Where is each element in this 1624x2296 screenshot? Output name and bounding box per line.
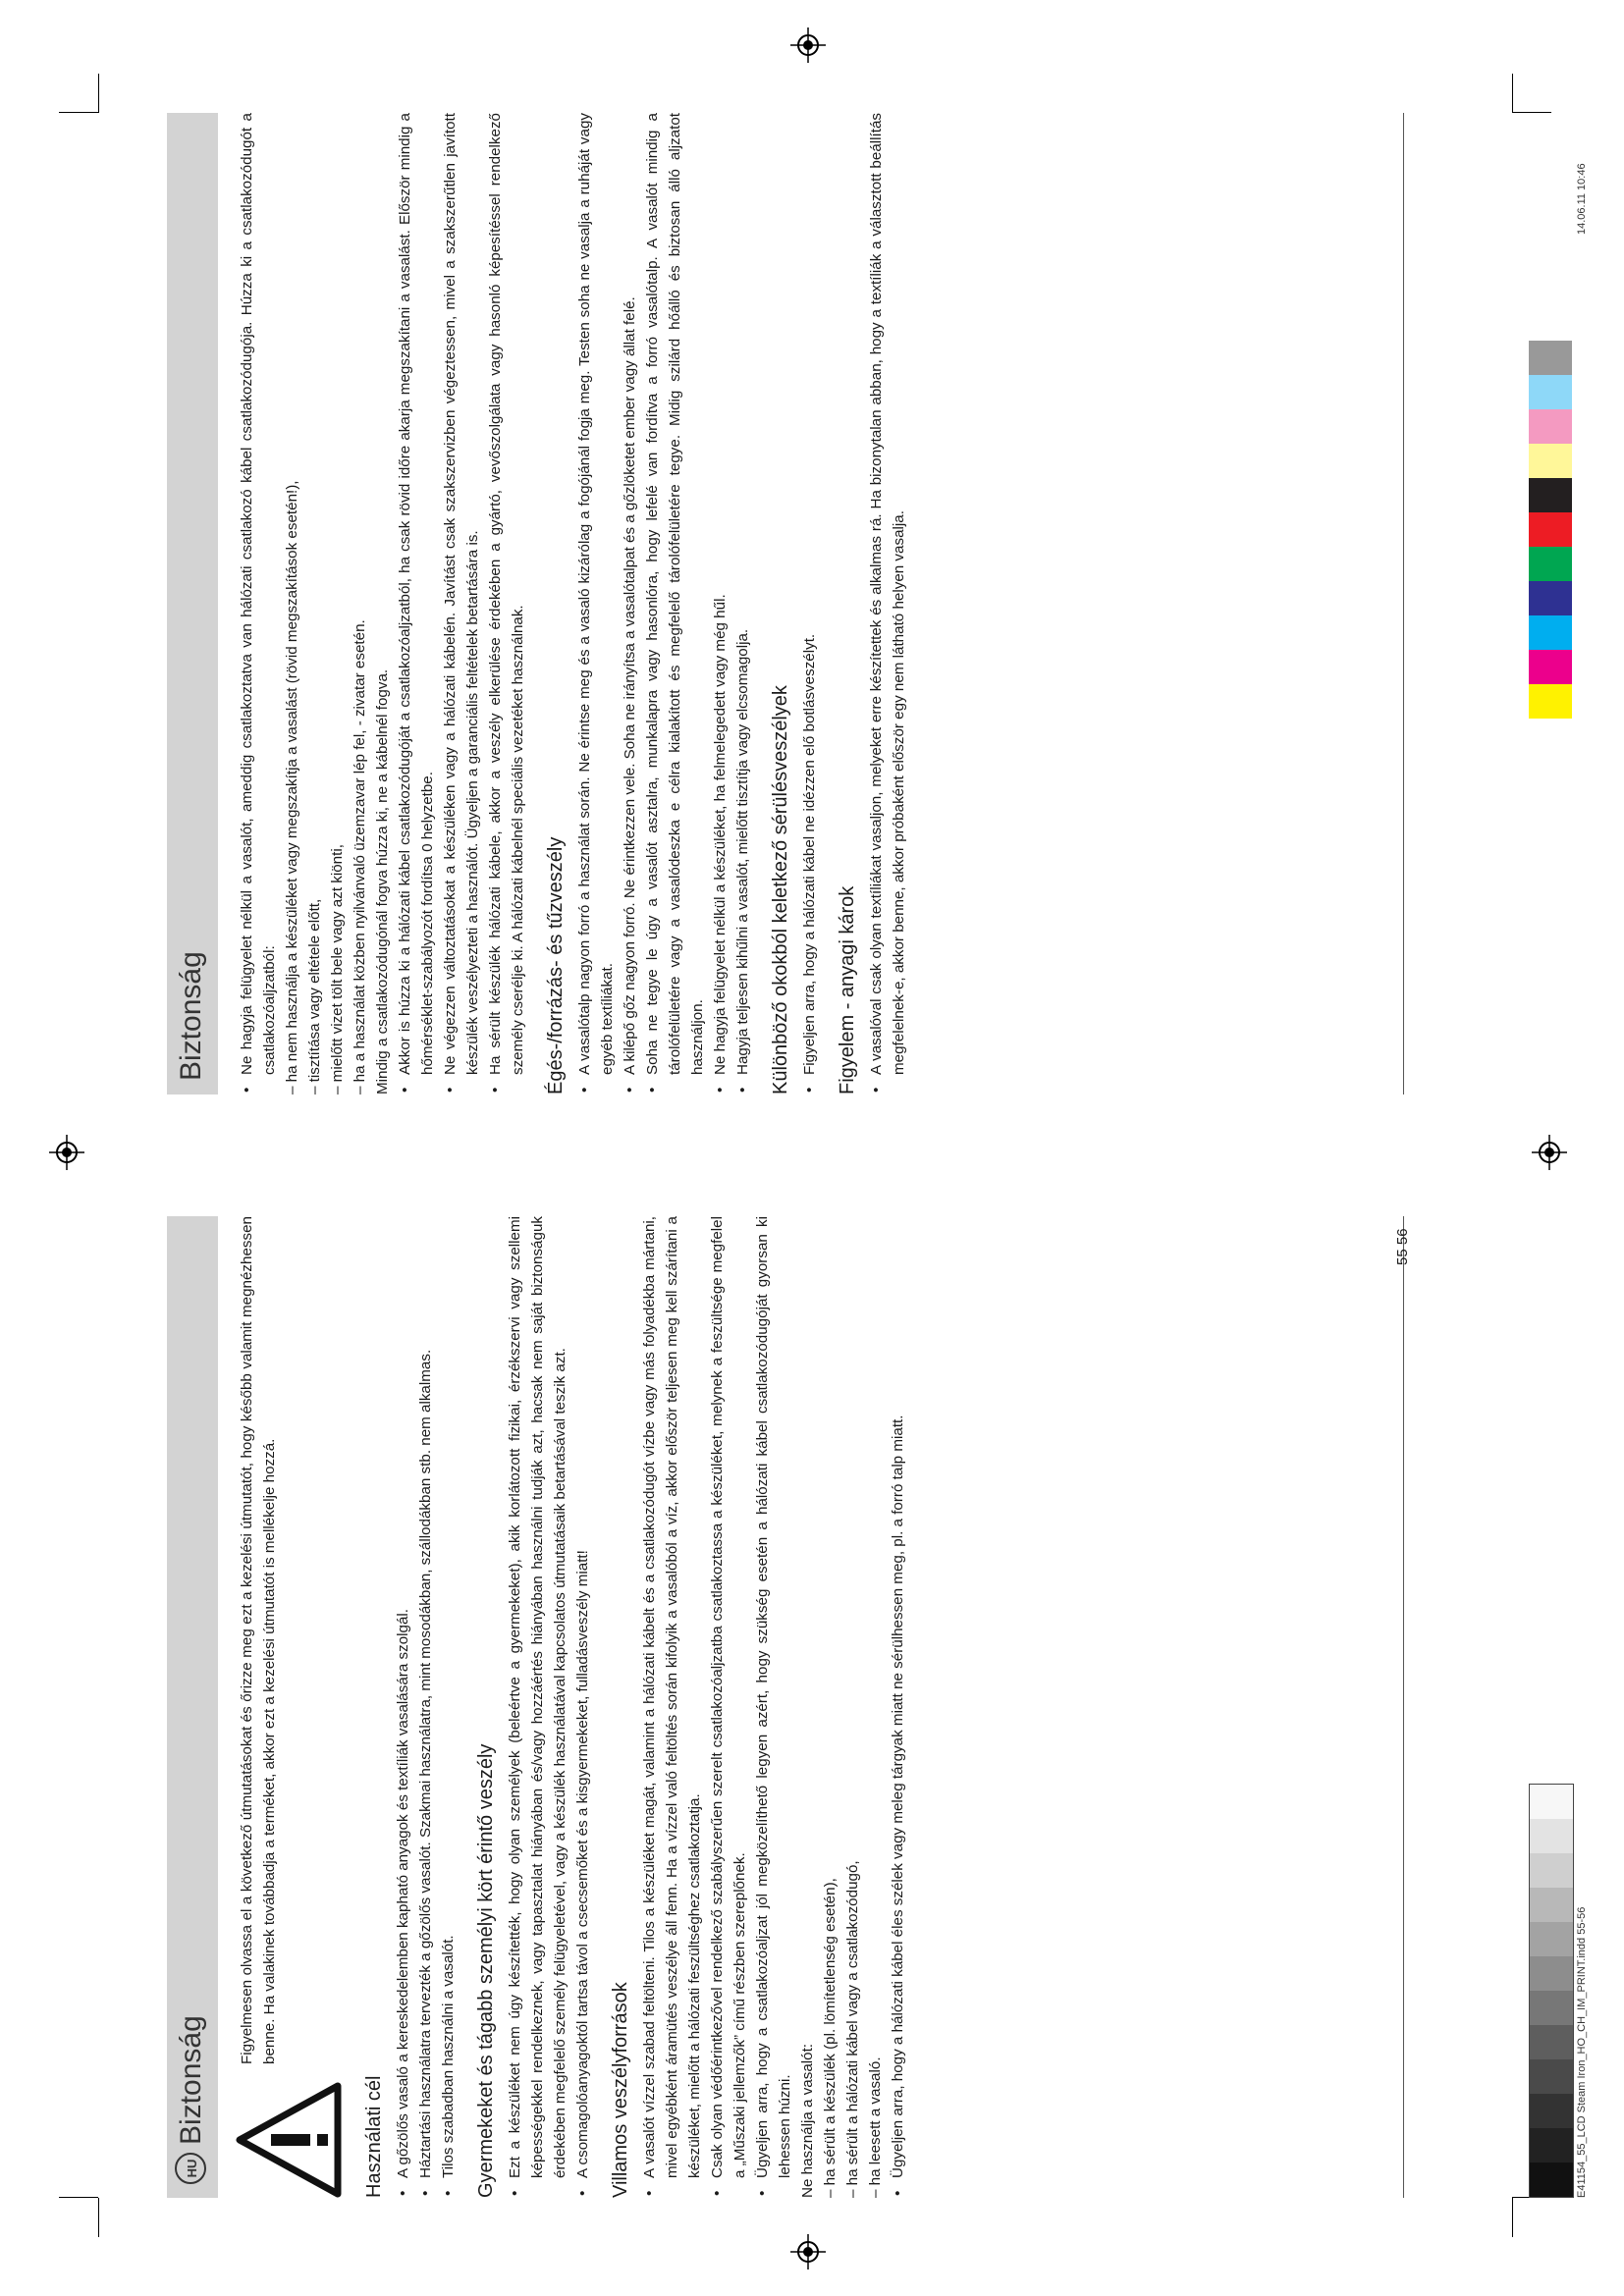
bullet-item: • Akkor is húzza ki a hálózati kábel csatlakozódugóját a csatlakozóaljzatból, ha csak rövid időre akarja megszakítani a vasalást. Először mindig a hőmérséklet-szabályozót fordítsa 0 helyzetbe. [394, 113, 439, 1095]
bullet-item: • A kilépő gőz nagyon forró. Ne érintkezzen vele. Soha ne irányítsa a vasalótalpat és a gőzlöketet ember vagy állat felé. [619, 113, 641, 1095]
grayscale-strip [1529, 1784, 1574, 2198]
section-list [798, 113, 821, 1095]
gray-swatch [1530, 1922, 1573, 1956]
color-swatch [1529, 650, 1572, 684]
gray-swatch [1530, 1991, 1573, 2025]
bullet-item: • A gőzölős vasaló a kereskedelemben kapható anyagok és textíliák vasalására szolgál. [392, 1216, 414, 2198]
registration-mark-icon [790, 2234, 826, 2269]
bullet-item: • A vasalóval csak olyan textíliákat vasaljon, melyeket erre készítettek és alkalmas rá. Ha bizonytalan abban, hogy a textíliák a választott beállítás megfelelnek-e, akkor benne, akkor próbaként először egy nem látható helyen vasalja. [865, 113, 910, 1095]
gray-swatch [1530, 1956, 1573, 1991]
color-swatch [1529, 547, 1572, 581]
bullet-item: • A vasalót vízzel szabad feltölteni. Tilos a készüléket magát, valamint a hálózati kábelt és a csatlakozódugót vízbe vagy más folyadékba mártani, mivel egyébként áramütés veszélye áll fenn. Ha a vízzel való feltöltés során kifolyik a vasalóból a víz, akkor először teljesen meg kell szárítani a készüléket, mielőtt a hálózati feszültséghez csatlakoztatja. [638, 1216, 706, 2198]
paragraph: Mindig a csatlakozódugónál fogva húzza ki, ne a kábelnél fogva. [374, 668, 391, 1095]
section-list [504, 1216, 594, 2198]
color-swatch [1529, 341, 1572, 375]
crop-mark [1512, 2198, 1513, 2237]
gray-swatch [1530, 1819, 1573, 1853]
gray-swatch [1530, 2128, 1573, 2163]
crop-mark [1512, 112, 1551, 113]
color-swatch [1529, 684, 1572, 719]
section-heading: Különböző okokból keletkező sérülésveszélyek [770, 685, 791, 1095]
section-heading: Figyelem - anyagi károk [837, 885, 858, 1095]
intro-block [236, 1216, 342, 2198]
bullet-item: • Háztartási használatra tervezték a gőzölős vasalót. Szakmai használatra, mint mosodákban, szállodákban stb. nem alkalmas. [414, 1216, 437, 2198]
page-title-text: Biztonság [175, 2015, 207, 2145]
header-band [167, 113, 218, 1095]
crop-mark [1512, 74, 1513, 113]
bullet-item: • Ne hagyja felügyelet nélkül a készüléket, ha felmelegedett vagy még hűl. [709, 113, 731, 1095]
registration-mark-icon [49, 1135, 84, 1170]
bullet-item: • Ne végezzen változtatásokat a készüléken vagy a hálózati kábelén. Javítást csak szakszervizben végeztessen, mivel a szakszerűtlen javított készülék veszélyezteti a használót. Ügyeljen a garanciális feltételek betartására is. [439, 113, 484, 1095]
crop-mark [59, 2197, 98, 2198]
gray-swatch [1530, 2025, 1573, 2059]
bullet-item: • Ezt a készüléket nem úgy készítették, hogy olyan személyek (beleértve a gyermekeket), akik korlátozott fizikai, érzékszervi vagy szellemi képességekkel rendelkeznek, vagy tapasztalat hiányában és/vagy hozzáértés hiányában használni tudják azt, hacsak nem saját biztonságuk érdekében megfelelő személy felügyeletével, vagy a készülék használatával kapcsolatos útmutatásaik betartásával teszik azt. [504, 1216, 571, 2198]
dash-item: – mielőtt vizet tölt bele vagy azt kiönti, [329, 844, 346, 1095]
page-content [236, 113, 1434, 1095]
language-badge: HU [175, 2153, 206, 2184]
section-list [236, 113, 529, 1095]
bullet-item: • A csomagolóanyagoktól tartsa távol a csecsemőket és a kisgyermekeket, fulladásveszély miatt! [571, 1216, 594, 2198]
bullet-item: • Tilos szabadban használni a vasalót. [437, 1216, 460, 2198]
color-swatch [1529, 581, 1572, 615]
bullet-item: • Ügyeljen arra, hogy a hálózati kábel éles szélek vagy meleg tárgyak miatt ne sérülhessen meg, pl. a forró talp miatt. [887, 1216, 909, 2198]
dash-item: – ha sérült a hálózati kábel vagy a csatlakozódugó, [844, 1860, 861, 2198]
paragraph: Ne használja a vasalót: [799, 2043, 816, 2198]
bullet-item: • Ha sérült készülék hálózati kábele, akkor a veszély elkerülése érdekében a gyártó, vevőszolgálata vagy hasonló képesítéssel rendelkező személy cserélje ki. A hálózati kábelnél speciális vezetéket használnak. [484, 113, 529, 1095]
page-title [175, 2015, 208, 2184]
bullet-item: • Soha ne tegye le úgy a vasalót asztalra, munkalapra vagy hasonlóra, hogy lefelé van fordítva a forró vasalótalp. A vasalót mindig a tárolófelületére vagy a vasalódeszka e célra kialakított és megfelelő tárolófelületére tegye. Midig szilárd hőálló és biztosan álló aljzatot használjon. [641, 113, 709, 1095]
page-numbers: 55 56 [1394, 1228, 1411, 1265]
crop-mark [59, 112, 98, 113]
date-info: 14.06.11 10:46 [1576, 163, 1588, 235]
section-heading: Égés-/forrázás- és tűzveszély [545, 836, 567, 1095]
dash-item: – ha nem használja a készüléket vagy megszakítja a vasalást (rövid megszakítások esetén!), [284, 480, 300, 1095]
section-list [865, 113, 910, 1095]
crop-mark [98, 2198, 99, 2237]
registration-mark-icon [1532, 1135, 1567, 1170]
left-page [167, 1216, 1434, 2198]
right-page [167, 113, 1434, 1095]
color-swatch [1529, 512, 1572, 547]
bullet-item: • Figyeljen arra, hogy a hálózati kábel ne idézzen elő botlásveszélyt. [798, 113, 821, 1095]
color-swatch [1529, 444, 1572, 478]
registration-mark-icon [790, 27, 826, 63]
header-band [167, 1216, 218, 2198]
gray-swatch [1530, 1888, 1573, 1922]
gray-swatch [1530, 2094, 1573, 2128]
section-heading: Gyermekeket és tágabb személyi kört érintő veszély [475, 1743, 497, 2198]
section-heading: Villamos veszélyforrások [610, 1982, 631, 2198]
footer-line [1403, 1216, 1404, 2198]
gray-swatch [1530, 1785, 1573, 1819]
section-heading: Használati cél [363, 2075, 385, 2198]
bullet-item: • Csak olyan védőérintkezővel rendelkező szabályszerűen szerelt csatlakozóaljzatba csatlakoztassa a készüléket, melynek a feszültsége megfelel a „Műszaki jellemzők” című részben szereplőnek. [706, 1216, 751, 2198]
page-title: Biztonság [175, 951, 207, 1081]
dash-item: – tisztítása vagy eltétele előtt, [306, 898, 323, 1095]
right-sections [236, 113, 910, 1095]
color-swatch [1529, 478, 1572, 512]
page-content [236, 1216, 1434, 2198]
color-swatch [1529, 409, 1572, 444]
file-info: E41154_55_LCD Steam Iron_HO_CH_IM_PRINT.indd 55-56 [1576, 1906, 1588, 2198]
bullet-item: • Hagyja teljesen kihűlni a vasalót, mielőtt tisztítja vagy elcsomagolja. [731, 113, 754, 1095]
dash-item: – ha sérült a készülék (pl. lömítetlenség esetén), [822, 1878, 839, 2198]
bullet-item: • Ne hagyja felügyelet nélkül a vasalót, ameddig csatlakoztatva van hálózati csatlakozó kábel csatlakozódugója. Húzza ki a csatlakozódugót a csatlakozóaljzatból: [236, 113, 281, 1095]
section-list [638, 1216, 909, 2198]
dash-item: – ha leesett a vasaló. [867, 2056, 884, 2198]
gray-swatch [1530, 2163, 1573, 2197]
warning-triangle-icon [236, 2082, 342, 2198]
gray-swatch [1530, 2059, 1573, 2094]
section-list [392, 1216, 460, 2198]
crop-mark [98, 74, 99, 113]
color-swatch [1529, 375, 1572, 409]
bullet-item: • Ügyeljen arra, hogy a csatlakozóaljzat jól megközelíthető legyen azért, hogy szükség esetén a hálózati kábel csatlakozódugóját gyorsan ki lehessen húzni. [751, 1216, 796, 2198]
section-list [573, 113, 754, 1095]
footer-line [1403, 113, 1404, 1095]
color-swatch-strip [1529, 341, 1572, 719]
left-sections [363, 1216, 909, 2198]
gray-swatch [1530, 1853, 1573, 1888]
intro-text: Figyelmesen olvassa el a következő útmutatásokat és őrizze meg ezt a kezelési útmutatót, hogy később valamit megnézhessen benne. Ha valakinek továbbadja a terméket, akkor ezt a kezelési útmutatót is mellékelje hozzá. [239, 1216, 278, 2064]
color-swatch [1529, 615, 1572, 650]
dash-item: – ha a használat közben nyilvánvaló üzemzavar lép fel, - zivatar esetén. [352, 619, 368, 1095]
bullet-item: • A vasalótalp nagyon forró a használat során. Ne érintse meg és a vasaló kizárólag a fogójánál fogja meg. Testen soha ne vasalja a ruháját vagy egyéb textíliákat. [573, 113, 619, 1095]
